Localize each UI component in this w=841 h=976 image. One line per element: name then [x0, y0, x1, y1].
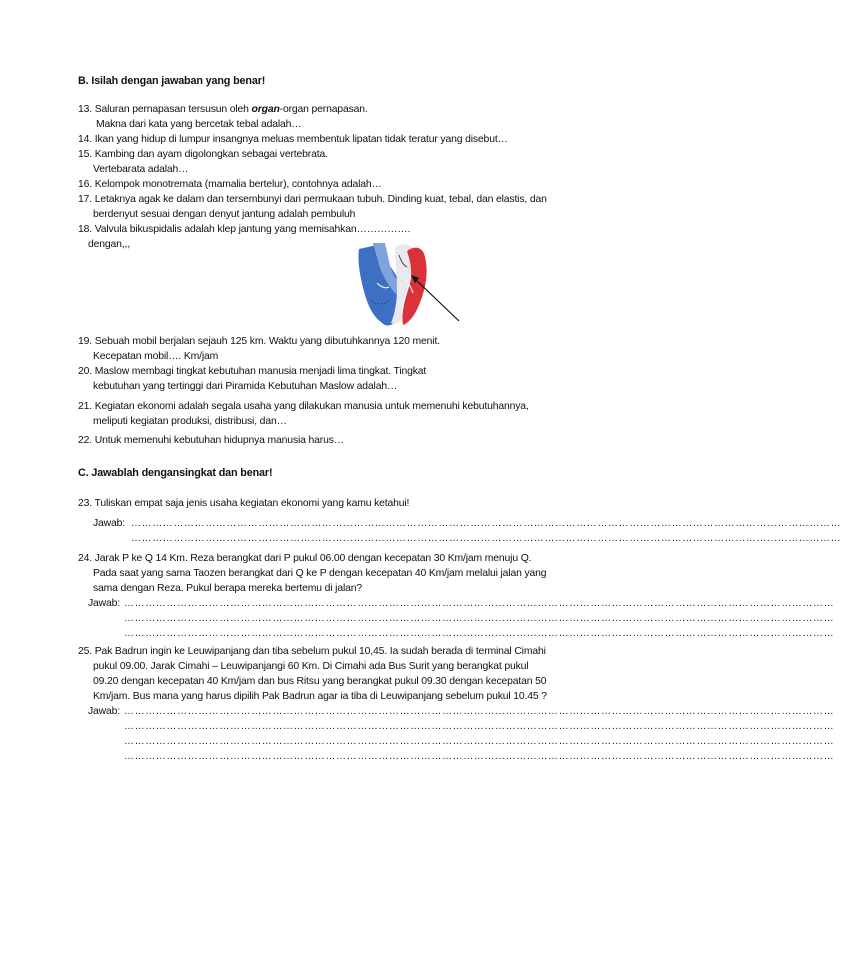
question-24-answer-label: Jawab: — [88, 598, 121, 609]
question-20: 20. Maslow membagi tingkat kebutuhan manusia menjadi lima tingkat. Tingkat — [78, 366, 427, 377]
question-23: 23. Tuliskan empat saja jenis usaha kegiatan ekonomi yang kamu ketahui! — [78, 498, 410, 509]
question-23-answer-line-1[interactable]: ………………………………………………………………………………………………………………………………………………………………………………… — [131, 518, 841, 529]
heart-valve-diagram — [355, 243, 460, 330]
question-23-answer-line-2[interactable]: ………………………………………………………………………………………………………………………………………………………………………………… — [131, 533, 841, 544]
question-24-answer-line-2[interactable]: ………………………………………………………………………………………………………………………………………………………………………………… — [124, 613, 835, 624]
question-15: 15. Kambing dan ayam digolongkan sebagai vertebrata. — [78, 149, 328, 160]
question-24-line2: Pada saat yang sama Taozen berangkat dari Q ke P dengan kecepatan 40 Km/jam melalui jalan yang — [93, 568, 547, 579]
question-24-line3: sama dengan Reza. Pukul berapa mereka bertemu di jalan? — [93, 583, 362, 594]
question-13-prefix: 13. Saluran pernapasan tersusun oleh — [78, 104, 252, 115]
section-b-heading: B. Isilah dengan jawaban yang benar! — [78, 75, 266, 87]
question-25: 25. Pak Badrun ingin ke Leuwipanjang dan tiba sebelum pukul 10,45. Ia sudah berada di terminal Cimahi — [78, 646, 546, 657]
question-14: 14. Ikan yang hidup di lumpur insangnya meluas membentuk lipatan tidak teratur yang disebut… — [78, 134, 508, 145]
question-25-answer-line-1[interactable]: ………………………………………………………………………………………………………………………………………………………………………………… — [124, 706, 835, 717]
question-21: 21. Kegiatan ekonomi adalah segala usaha yang dilakukan manusia untuk memenuhi kebutuhannya, — [78, 401, 529, 412]
question-24: 24. Jarak P ke Q 14 Km. Reza berangkat dari P pukul 06.00 dengan kecepatan 30 Km/jam menuju Q. — [78, 553, 532, 564]
question-25-answer-line-3[interactable]: ………………………………………………………………………………………………………………………………………………………………………………… — [124, 736, 835, 747]
question-17-line2: berdenyut sesuai dengan denyut jantung adalah pembuluh — [93, 209, 356, 220]
question-23-answer-label: Jawab: — [93, 518, 126, 529]
question-19: 19. Sebuah mobil berjalan sejauh 125 km. Waktu yang dibutuhkannya 120 menit. — [78, 336, 440, 347]
question-13-line2: Makna dari kata yang bercetak tebal adalah… — [96, 119, 302, 130]
question-18: 18. Valvula bikuspidalis adalah klep jantung yang memisahkan……………. — [78, 224, 411, 235]
question-24-answer-line-1[interactable]: ………………………………………………………………………………………………………………………………………………………………………………… — [124, 598, 835, 609]
question-20-line2: kebutuhan yang tertinggi dari Piramida Kebutuhan Maslow adalah… — [93, 381, 398, 392]
question-13 — [78, 103, 368, 116]
question-25-answer-label: Jawab: — [88, 706, 121, 717]
section-c-heading: C. Jawablah dengansingkat dan benar! — [78, 467, 273, 479]
question-13-suffix: -organ pernapasan. — [279, 104, 368, 115]
question-25-answer-line-2[interactable]: ………………………………………………………………………………………………………………………………………………………………………………… — [124, 721, 835, 732]
question-25-line4: Km/jam. Bus mana yang harus dipilih Pak Badrun agar ia tiba di Leuwipanjang sebelum pukul 10.45 ? — [93, 691, 547, 702]
question-18-line2: dengan,,, — [88, 239, 130, 250]
question-22: 22. Untuk memenuhi kebutuhan hidupnya manusia harus… — [78, 435, 344, 446]
question-25-line3: 09.20 dengan kecepatan 40 Km/jam dan bus Ritsu yang berangkat pukul 09.30 dengan kecepatan 50 — [93, 676, 547, 687]
question-25-answer-line-4[interactable]: ………………………………………………………………………………………………………………………………………………………………………………… — [124, 751, 835, 762]
question-21-line2: meliputi kegiatan produksi, distribusi, dan… — [93, 416, 287, 427]
question-17: 17. Letaknya agak ke dalam dan tersembunyi dari permukaan tubuh. Dinding kuat, tebal, dan elastis, dan — [78, 194, 547, 205]
question-24-answer-line-3[interactable]: ………………………………………………………………………………………………………………………………………………………………………………… — [124, 628, 835, 639]
question-16: 16. Kelompok monotremata (mamalia bertelur), contohnya adalah… — [78, 179, 382, 190]
question-15-line2: Vertebarata adalah… — [93, 164, 189, 175]
question-19-line2: Kecepatan mobil…. Km/jam — [93, 351, 219, 362]
question-25-line2: pukul 09.00. Jarak Cimahi – Leuwipanjangi 60 Km. Di Cimahi ada Bus Surit yang berangkat pukul — [93, 661, 529, 672]
question-13-bold-word: organ — [251, 104, 280, 115]
